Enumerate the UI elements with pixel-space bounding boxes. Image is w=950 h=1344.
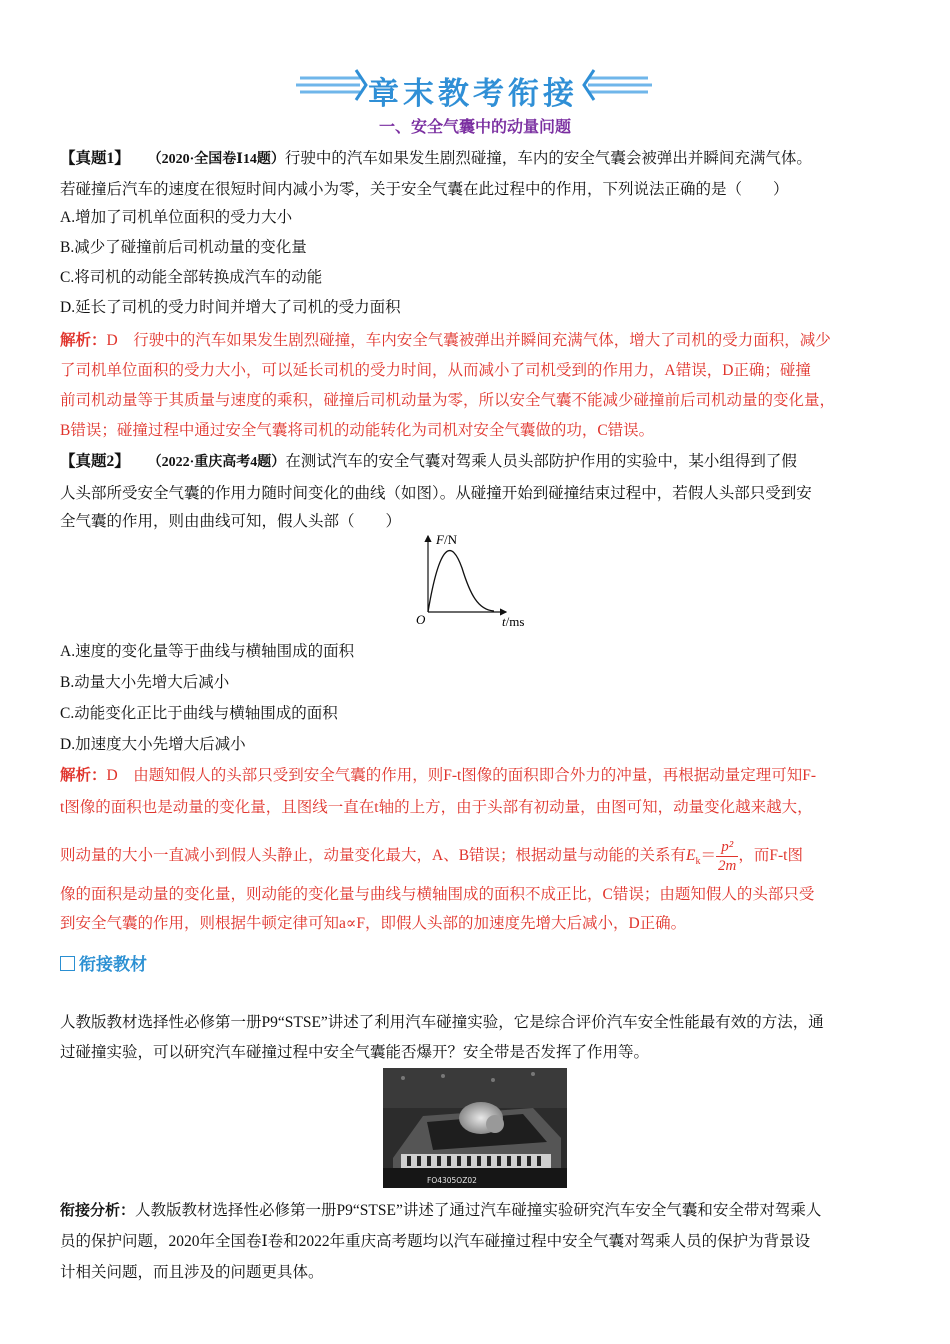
q1-option-d: D.延长了司机的受力时间并增大了司机的受力面积 (60, 299, 401, 316)
q2-option-b: B.动量大小先增大后减小 (60, 674, 230, 691)
section-title: 一、安全气囊中的动量问题 (378, 117, 571, 136)
bridge-analysis-3: 计相关问题，而且涉及的问题更具体。 (60, 1264, 324, 1281)
q2-answer-line-1 (60, 766, 900, 786)
q2-tag: 【真题2】 (60, 453, 130, 470)
q1-stem-1: 行驶中的汽车如果发生剧烈碰撞，车内的安全气囊会被弹出并瞬间充满气体。 (284, 150, 812, 167)
graph-y-label: F/N (436, 532, 457, 547)
chapter-banner-title: 章末教考衔接 (368, 76, 578, 112)
q1-tag: 【真题1】 (60, 150, 130, 167)
q1-answer-line-1 (60, 331, 900, 351)
q2-answer-label: 解析： (60, 767, 107, 784)
bridge-heading: 衔接教材 (60, 950, 147, 975)
ek-denominator: 2m (718, 858, 737, 874)
q1-answer-1: D 行驶中的汽车如果发生剧烈碰撞，车内安全气囊被弹出并瞬间充满气体，增大了司机的受力面积，减少 (106, 332, 831, 349)
ek-symbol: E (686, 847, 696, 865)
q2-source: （2022·重庆高考4题） (147, 455, 286, 470)
bridge-analysis-label: 衔接分析： (60, 1201, 136, 1219)
bridge-analysis-line-1 (60, 1200, 900, 1221)
q2-option-c: C.动能变化正比于曲线与横轴围成的面积 (60, 705, 338, 722)
q2-answer-3a: 则动量的大小一直减小到假人头静止，动量变化最大，A、B错误；根据动量与动能的关系有 (60, 847, 687, 865)
q2-option-d: D.加速度大小先增大后减小 (60, 736, 246, 753)
q2-stem-1: 在测试汽车的安全气囊对驾乘人员头部防护作用的实验中，某小组得到了假 (285, 453, 797, 470)
q2-answer-2: t图像的面积也是动量的变化量，且图线一直在t轴的上方，由于头部有初动量，由图可知，动量变化越来越大， (60, 799, 813, 816)
bridge-analysis-1: 人教版教材选择性必修第一册P9“STSE”讲述了通过汽车碰撞实验研究汽车安全气囊和安全带对驾乘人 (135, 1202, 822, 1219)
q2-answer-5: 到安全气囊的作用，则根据牛顿定律可知a∝F，即假人头部的加速度先增大后减小，D正确。 (60, 915, 687, 932)
q1-option-c: C.将司机的动能全部转换成汽车的动能 (60, 269, 323, 286)
force-curve (428, 551, 494, 612)
bridge-para-1: 人教版教材选择性必修第一册P9“STSE”讲述了利用汽车碰撞实验，它是综合评价汽车安全性能最有效的方法，通 (60, 1014, 824, 1031)
bridge-para-2: 过碰撞实验，可以研究汽车碰撞过程中安全气囊能否爆开？安全带是否发挥了作用等。 (60, 1044, 650, 1061)
ek-equals: ＝ (700, 847, 717, 865)
q2-answer-3b: ，而F-t图 (738, 847, 803, 865)
q2-stem-2: 人头部所受安全气囊的作用力随时间变化的曲线（如图）。从碰撞开始到碰撞结束过程中，若假人头部只受到安 (60, 485, 812, 502)
graph-origin-label: O (416, 612, 426, 627)
q1-answer-2: 了司机单位面积的受力大小，可以延长司机的受力时间，从而减小了司机受到的作用力，A错误，D正确；碰撞 (60, 362, 811, 379)
q1-source: （2020·全国卷Ⅰ14题） (147, 152, 285, 167)
ek-subscript: k (695, 856, 701, 868)
photo-code-label: FO4305OZ02 (427, 1176, 477, 1185)
car-crash-test-photo (383, 1068, 567, 1188)
q2-answer-1: D 由题知假人的头部只受到安全气囊的作用，则F-t图像的面积即合外力的冲量，再根据动量定理可知F- (106, 767, 817, 784)
force-time-graph (410, 530, 540, 630)
graph-x-label: t/ms (502, 614, 525, 629)
q1-answer-4: B错误；碰撞过程中通过安全气囊将司机的动能转化为司机对安全气囊做的功，C错误。 (60, 422, 655, 439)
q2-option-a: A.速度的变化量等于曲线与横轴围成的面积 (60, 643, 355, 660)
q1-answer-label: 解析： (60, 332, 107, 349)
q1-stem-2: 若碰撞后汽车的速度在很短时间内减小为零，关于安全气囊在此过程中的作用，下列说法正确的是（ ） (60, 181, 789, 198)
q1-option-b: B.减少了碰撞前后司机动量的变化量 (60, 239, 307, 256)
q2-answer-line-3 (60, 838, 900, 880)
q2-stem-line-1 (60, 452, 900, 473)
q1-answer-3: 前司机动量等于其质量与速度的乘积，碰撞后司机动量为零，所以安全气囊不能减少碰撞前后司机动量的变化量， (60, 392, 836, 409)
q1-option-a: A.增加了司机单位面积的受力大小 (60, 209, 293, 226)
q1-stem-line-1 (60, 149, 900, 170)
ek-fraction (716, 838, 738, 875)
bridge-analysis-2: 员的保护问题，2020年全国卷Ⅰ卷和2022年重庆高考题均以汽车碰撞过程中安全气囊对驾乘人员的保护为背景设 (60, 1233, 811, 1250)
q2-stem-3: 全气囊的作用，则由曲线可知，假人头部（ ） (60, 513, 402, 530)
checkbox-square-icon (60, 956, 75, 971)
ek-numerator: p² (716, 838, 738, 857)
q2-answer-4: 像的面积是动量的变化量，则动能的变化量与曲线与横轴围成的面积不成正比，C错误；由题知假人的头部只受 (60, 886, 815, 903)
